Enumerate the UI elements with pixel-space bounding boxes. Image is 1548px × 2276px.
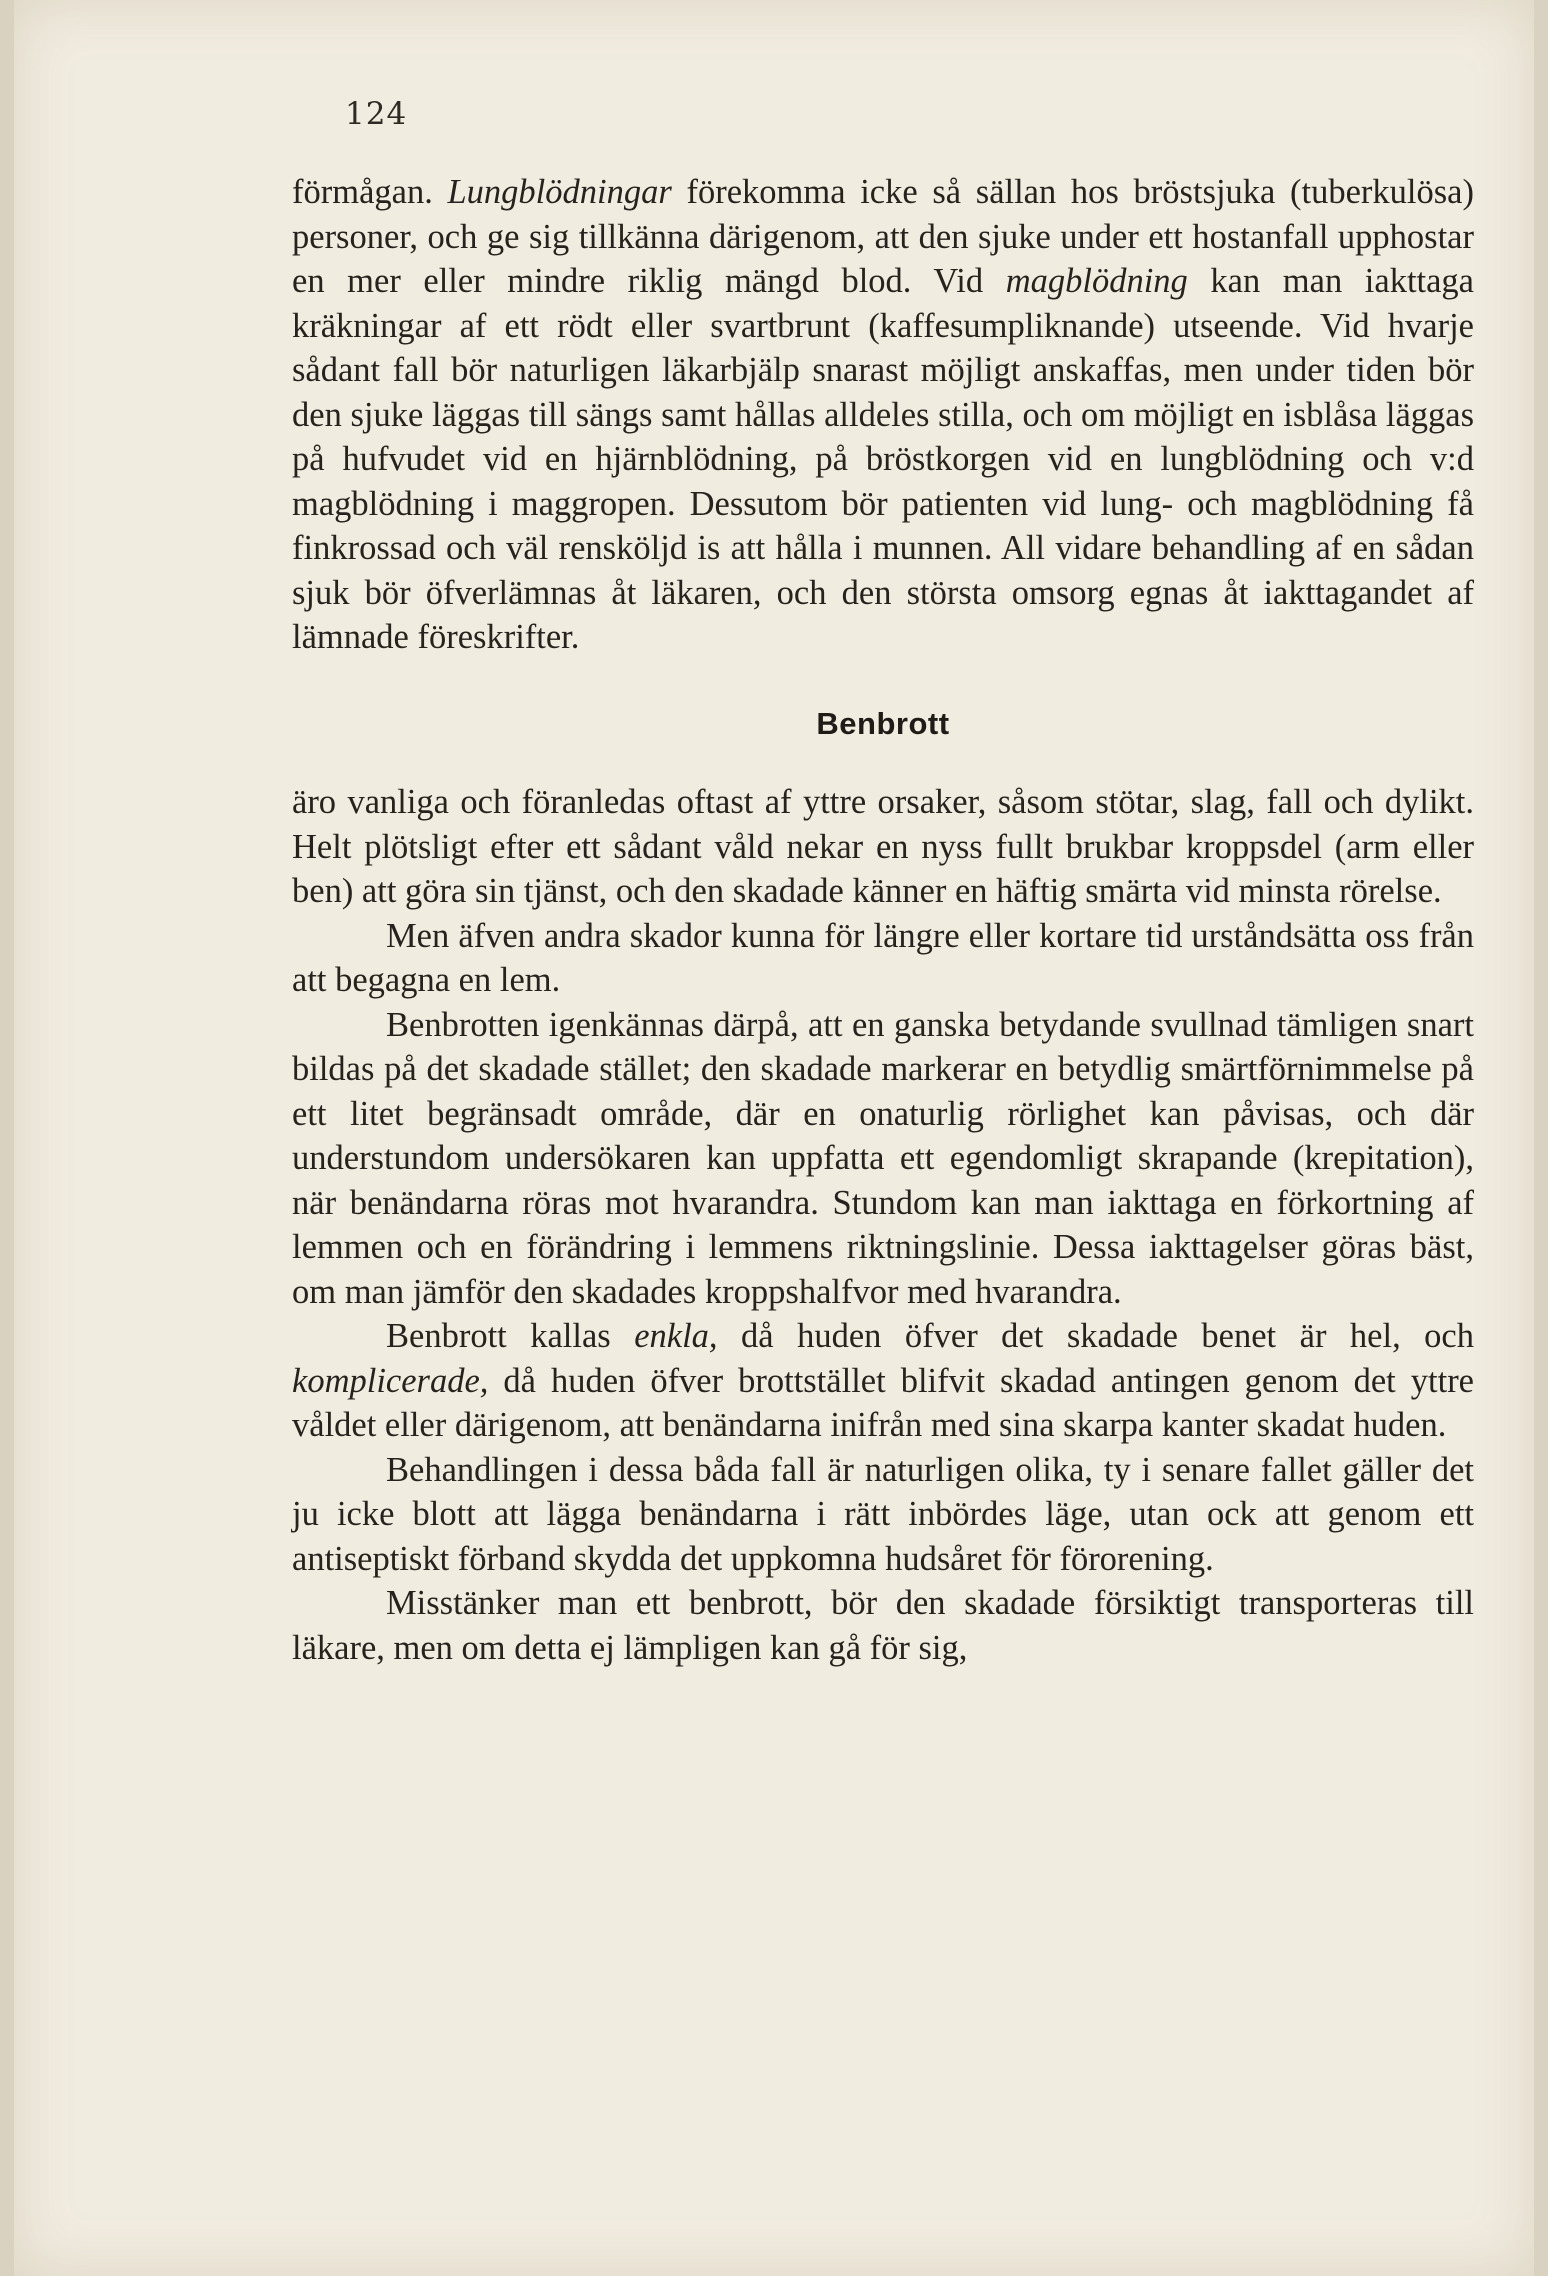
p4-text-2: då huden öfver det skadade benet är hel, och [717,1317,1474,1355]
section-paragraph-3: Benbrotten igenkännas därpå, att en ganska betydande svullnad tämligen snart bildas på det skadade stället; den skadade markerar en betydlig smärtförnimmelse på ett litet begränsadt område, där en onaturlig rörlighet kan påvisas, och där understundom undersökaren kan uppfatta ett egendomligt skrapande (krepitation), när benändarna röras mot hvarandra. Stundom kan man iakttaga en förkortning af lemmen och en förändring i lemmens riktningslinie. Dessa iakttagelser göras bäst, om man jämför den skadades kroppshalfvor med hvarandra. [292,1005,1474,1311]
term-lungblodningar: Lungblödningar [447,173,672,211]
p4-text-3: då huden öfver brottstället blifvit skadad antingen genom det yttre våldet eller därigenom, att benändarna inifrån med sina skarpa kanter skadat huden. [292,1361,1474,1444]
term-enkla: enkla, [634,1317,718,1355]
intro-text-1: förmågan. [292,173,448,211]
intro-paragraph [292,170,1474,660]
section-paragraph-4 [292,1314,1474,1448]
book-page [14,0,1534,2276]
section-paragraph-6: Misstänker man ett benbrott, bör den skadade försiktigt transporteras till läkare, men om detta ej lämpligen kan gå för sig, [292,1584,1474,1667]
term-magblodning: magblödning [1005,262,1188,300]
page-number: 124 [345,96,408,132]
section-paragraph-5: Behandlingen i dessa båda fall är naturligen olika, ty i senare fallet gäller det ju icke blott att lägga benändarna i rätt inbördes läge, utan ock att genom ett antiseptiskt förband skydda det uppkomna hudsåret för förorening. [292,1450,1474,1578]
p4-text-1: Benbrott kallas [386,1317,635,1355]
intro-text-2: förekomma icke så sällan hos bröstsjuka (tuberkulösa) personer, och ge sig tillkänna därigenom, att den sjuke under ett hostanfall upphostar en mer eller mindre riklig mängd blod. Vid [292,173,1474,300]
term-komplicerade: komplicerade, [292,1361,489,1400]
page-body [292,170,1474,1670]
section-paragraph-2: Men äfven andra skador kunna för längre eller kortare tid urståndsätta oss från att begagna en lem. [292,916,1474,999]
section-heading: Benbrott [816,705,950,741]
intro-text-3: kan man iakttaga kräkningar af ett rödt eller svartbrunt (kaffesumpliknande) utseende. Vid hvarje sådant fall bör naturligen läkarbjälp snarast möjligt anskaffas, men under tiden bör den sjuke läggas till sängs samt hållas alldeles stilla, och om möjligt en isblåsa läggas på hufvudet vid en hjärnblödning, på bröstkorgen vid en lungblödning och v:d magblödning i maggropen. Dessutom bör patienten vid lung- och magblödning få finkrossad och väl rensköljd is att hålla i munnen. All vidare behandling af en sådan sjuk bör öfverlämnas åt läkaren, och den största omsorg egnas åt iakttagandet af lämnade föreskrifter. [292,262,1474,656]
section-paragraph-1: äro vanliga och föranledas oftast af yttre orsaker, såsom stötar, slag, fall och dylikt. Helt plötsligt efter ett sådant våld nekar en nyss fullt brukbar kroppsdel (arm eller ben) att göra sin tjänst, och den skadade känner en häftig smärta vid minsta rörelse. [292,783,1474,910]
